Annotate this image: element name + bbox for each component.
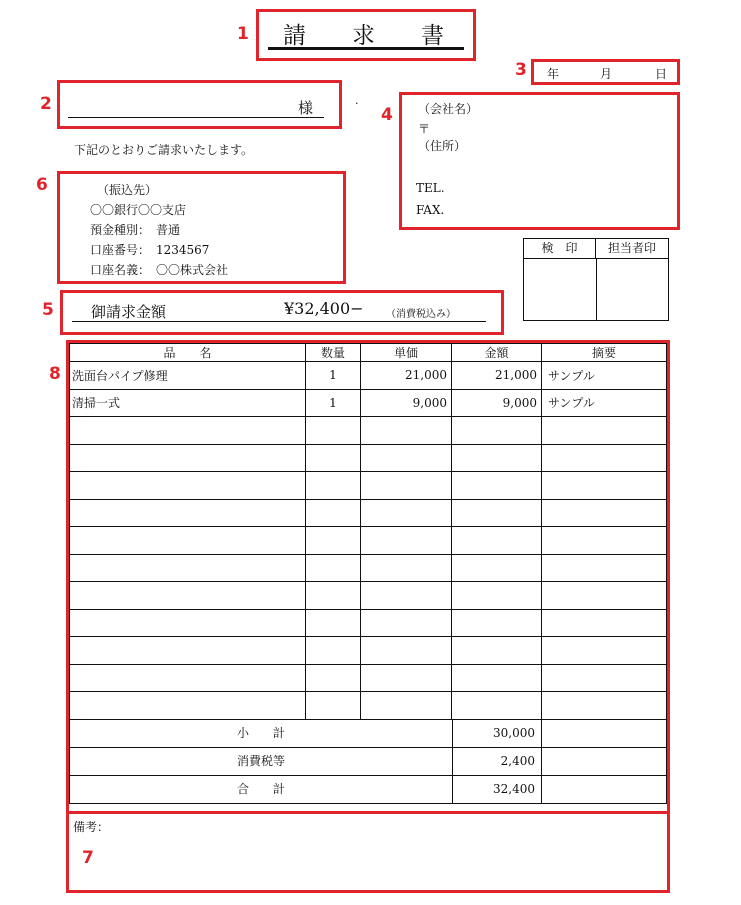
company-tel: TEL. <box>416 181 445 195</box>
marker-box-8 <box>66 340 670 814</box>
bank-line-3: 口座番号： 1234567 <box>90 243 210 257</box>
header-item-name: 品 名 <box>70 344 306 362</box>
item-amount: 21,000 <box>452 362 542 390</box>
date-day: 日 <box>655 67 668 81</box>
item-quantity: 1 <box>306 362 361 390</box>
marker-box-5 <box>60 290 504 335</box>
marker-7: 7 <box>82 848 94 868</box>
recipient-suffix: 様 <box>298 99 314 117</box>
amount-tax-note: （消費税込み） <box>386 309 456 320</box>
tax-label: 消費税等 <box>236 753 285 768</box>
subtotal-label: 小 計 <box>236 725 285 740</box>
stamp-inspection-label: 検 印 <box>524 239 596 259</box>
company-address: （住所） <box>418 139 467 153</box>
marker-box-3 <box>531 59 680 85</box>
intro-text: 下記のとおりご請求いたします。 <box>74 143 254 157</box>
marker-4: 4 <box>381 105 393 125</box>
amount-label: 御請求金額 <box>91 303 167 321</box>
date-month: 月 <box>600 67 613 81</box>
marker-box-2 <box>57 80 342 129</box>
header-unit-price: 単価 <box>361 344 452 362</box>
item-remarks: サンプル <box>542 362 667 390</box>
stamp-divider <box>596 259 597 320</box>
company-fax: FAX. <box>416 203 445 217</box>
item-unit-price: 9,000 <box>361 389 452 417</box>
item-unit-price: 21,000 <box>361 362 452 390</box>
stamp-staff-label: 担当者印 <box>596 239 668 259</box>
bank-line-4: 口座名義： 〇〇株式会社 <box>90 263 229 277</box>
item-amount: 9,000 <box>452 389 542 417</box>
item-remarks: サンプル <box>542 389 667 417</box>
item-name: 洗面台パイプ修理 <box>70 362 306 390</box>
remarks-label: 備考： <box>73 820 110 834</box>
marker-box-4 <box>399 92 680 230</box>
marker-6: 6 <box>36 175 48 195</box>
total-value: 32,400 <box>452 776 541 803</box>
bank-line-2: 預金種別： 普通 <box>90 223 181 237</box>
bank-header: （振込先） <box>97 183 158 197</box>
invoice-title: 請 求 書 <box>283 23 444 49</box>
marker-box-6 <box>57 171 346 284</box>
header-quantity: 数量 <box>306 344 361 362</box>
company-postal: 〒 <box>418 122 431 136</box>
header-remarks: 摘要 <box>542 344 667 362</box>
marker-5: 5 <box>42 300 54 320</box>
subtotal-value: 30,000 <box>452 720 541 747</box>
recipient-dot: · <box>355 97 359 110</box>
marker-3: 3 <box>515 60 527 80</box>
marker-box-1 <box>256 9 476 61</box>
item-quantity: 1 <box>306 389 361 417</box>
marker-8: 8 <box>49 364 61 384</box>
marker-box-7 <box>66 811 670 893</box>
item-name: 清掃一式 <box>70 389 306 417</box>
company-name: （会社名） <box>418 102 479 116</box>
date-year: 年 <box>547 67 560 81</box>
tax-value: 2,400 <box>452 748 541 775</box>
header-amount: 金額 <box>452 344 542 362</box>
marker-1: 1 <box>237 24 249 44</box>
stamp-box <box>523 238 669 321</box>
total-label: 合 計 <box>236 781 285 796</box>
amount-value: ¥32,400− <box>284 299 364 318</box>
marker-2: 2 <box>40 94 52 114</box>
bank-line-1: 〇〇銀行〇〇支店 <box>90 203 187 217</box>
